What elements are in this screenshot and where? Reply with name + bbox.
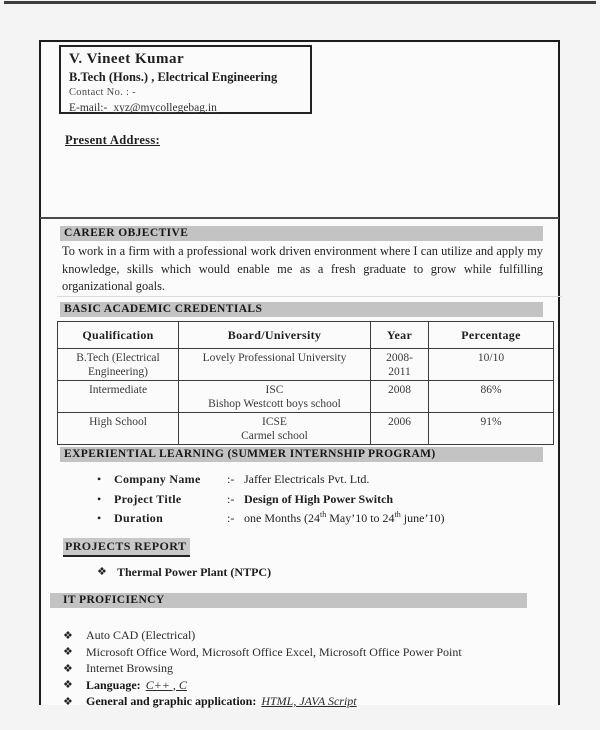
list-item <box>63 661 541 676</box>
round-bullet-icon: • <box>97 511 102 525</box>
table-row <box>58 381 554 413</box>
list-item <box>97 492 537 506</box>
cell-board <box>179 349 371 381</box>
col-header-board: Board/University <box>179 322 371 349</box>
col-header-qualification: Qualification <box>58 322 179 349</box>
table-row <box>58 413 554 445</box>
duration-value: one Months (24th May’10 to 24th june’10) <box>244 510 445 525</box>
language-value: C++ , C <box>145 677 187 692</box>
cell-board <box>179 413 371 445</box>
table-header-row <box>58 322 554 349</box>
skill-text: Microsoft Office Word, Microsoft Office Excel, Microsoft Office Power Point <box>86 644 462 659</box>
email-address: xyz@mycollegebag.in <box>113 102 217 114</box>
career-objective-text: To work in a firm with a professional work driven environment where I can utilize and apply my knowledge, skills which would enable me as a fresh graduate to grow while fulfilling organizational goals. <box>62 244 543 293</box>
academic-table <box>57 321 554 445</box>
project-title-value: Design of High Power Switch <box>244 491 394 506</box>
present-address-label: Present Address: <box>65 133 160 147</box>
resume-page <box>39 40 560 708</box>
email-line <box>69 101 306 115</box>
cell-percentage: 10/10 <box>429 349 554 381</box>
email-label: E-mail:- <box>69 102 108 114</box>
diamond-bullet-icon: ❖ <box>63 679 73 691</box>
list-item <box>63 694 541 709</box>
table-row <box>58 349 554 381</box>
list-item <box>63 645 541 660</box>
academic-credentials-heading: BASIC ACADEMIC CREDENTIALS <box>60 302 543 317</box>
duration-label: Duration <box>114 511 164 525</box>
career-objective-heading: CAREER OBJECTIVE <box>60 226 543 241</box>
it-skills-list <box>63 628 541 711</box>
cell-year: 2006 <box>371 413 429 445</box>
experiential-learning-heading: EXPERIENTIAL LEARNING (SUMMER INTERNSHIP PROGRAM) <box>60 447 543 462</box>
skill-text: Auto CAD (Electrical) <box>86 628 196 642</box>
project-name: Thermal Power Plant (NTPC) <box>117 565 272 579</box>
projects-report-heading: PROJECTS REPORT <box>63 538 190 557</box>
list-item <box>97 565 271 580</box>
candidate-degree: B.Tech (Hons.) , Electrical Engineering <box>69 70 278 84</box>
skill-text: Internet Browsing <box>86 661 173 675</box>
graphic-application-label: General and graphic application: <box>86 694 257 708</box>
cell-qualification: B.Tech (Electrical Engineering) <box>58 349 179 381</box>
company-name-value: Jaffer Electricals Pvt. Ltd. <box>244 472 370 486</box>
internship-details-list <box>97 472 537 531</box>
graphic-application-value: HTML, JAVA Script <box>261 694 357 708</box>
list-item <box>63 628 541 643</box>
board-line1: Lovely Professional University <box>202 352 347 364</box>
header-box <box>59 45 312 114</box>
col-header-percentage: Percentage <box>429 322 554 349</box>
list-item <box>97 511 537 525</box>
cell-year: 2008-2011 <box>371 349 429 381</box>
board-line1: ICSE <box>262 416 287 428</box>
board-line2: Bishop Westcott boys school <box>208 398 341 410</box>
cell-percentage: 86% <box>429 381 554 413</box>
cell-year: 2008 <box>371 381 429 413</box>
list-item <box>63 678 541 693</box>
candidate-name: V. Vineet Kumar <box>69 51 185 67</box>
faint-divider <box>57 296 562 297</box>
it-proficiency-heading: IT PROFICIENCY <box>50 593 527 608</box>
cell-percentage: 91% <box>429 413 554 445</box>
diamond-bullet-icon: ❖ <box>63 646 73 658</box>
cell-qualification: High School <box>58 413 179 445</box>
contact-number-label: Contact No. : - <box>69 87 136 98</box>
separator: :- <box>227 472 235 486</box>
language-label: Language: <box>86 677 141 692</box>
section-divider <box>40 217 559 219</box>
cell-qualification: Intermediate <box>58 381 179 413</box>
col-header-year: Year <box>371 322 429 349</box>
diamond-bullet-icon: ❖ <box>97 566 107 578</box>
list-item <box>97 472 537 486</box>
board-line1: ISC <box>265 384 284 396</box>
project-title-label: Project Title <box>114 491 182 506</box>
separator: :- <box>227 511 235 525</box>
round-bullet-icon: • <box>97 472 102 486</box>
cell-board <box>179 381 371 413</box>
board-line2: Carmel school <box>241 430 308 442</box>
round-bullet-icon: • <box>97 491 102 506</box>
diamond-bullet-icon: ❖ <box>63 629 73 642</box>
diamond-bullet-icon: ❖ <box>63 695 73 708</box>
separator: :- <box>227 491 235 506</box>
diamond-bullet-icon: ❖ <box>63 662 73 675</box>
top-divider <box>4 1 596 4</box>
company-name-label: Company Name <box>114 472 201 486</box>
